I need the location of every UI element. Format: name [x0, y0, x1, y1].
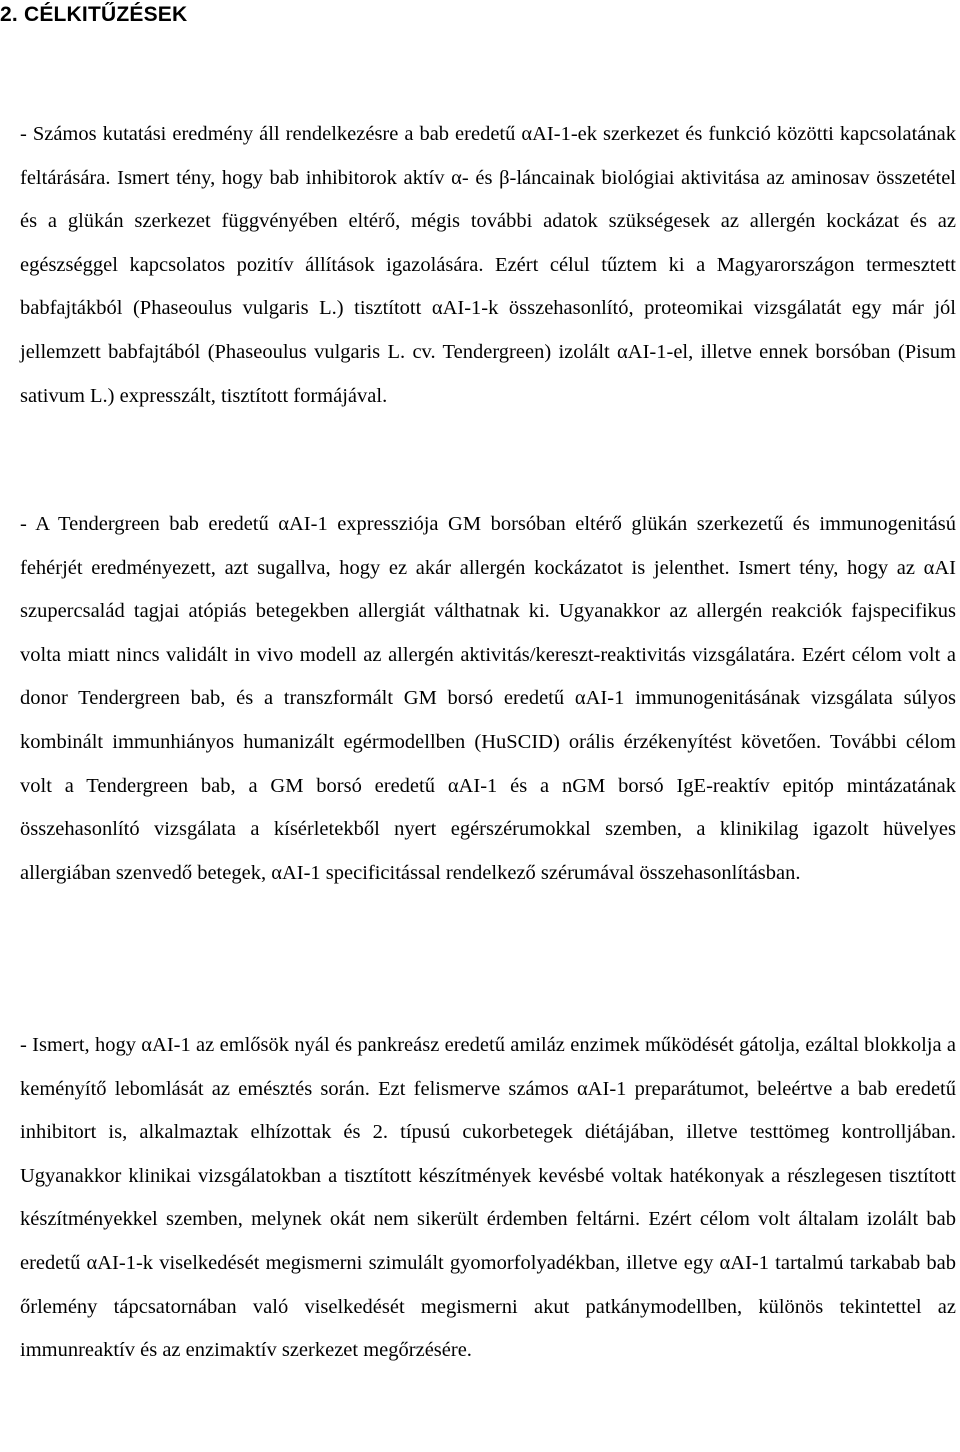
paragraph-2: - A Tendergreen bab eredetű αAI-1 expressziója GM borsóban eltérő glükán szerkezetű és immunogenitású fehérjét eredményezett, azt sugallva, hogy ez akár allergén kockázatot is jelenthet. Ismert tény, hogy az αAI szupercsalád tagjai atópiás betegekben allergiát válthatnak ki. Ugyanakkor az allergén reakciók fajspecifikus volta miatt nincs validált in vivo modell az allergén aktivitás/kereszt-reaktivitás vizsgálatára. Ezért célom volt a donor Tendergreen bab, és a transzformált GM borsó eredetű αAI-1 immunogenitásának vizsgálata súlyos kombinált immunhiányos humanizált egérmodellben (HuSCID) orális érzékenyítést követően. További célom volt a Tendergreen bab, a GM borsó eredetű αAI-1 és a nGM borsó IgE-reaktív epitóp mintázatának összehasonlító vizsgálata a kísérletekből nyert egérszérumokkal szemben, a klinikilag igazolt hüvelyes allergiában szenvedő betegek, αAI-1 specificitással rendelkező szérumával összehasonlításban.: [20, 513, 956, 884]
paragraph-1: - Számos kutatási eredmény áll rendelkezésre a bab eredetű αAI-1-ek szerkezet és funkció közötti kapcsolatának feltárására. Ismert tény, hogy bab inhibitorok aktív α- és β-láncainak biológiai aktivitása az aminosav összetétel és a glükán szerkezet függvényében eltérő, mégis további adatok szükségesek az allergén kockázat és az egészséggel kapcsolatos pozitív állítások igazolására. Ezért célul tűztem ki a Magyarországon termesztett babfajtákból (Phaseoulus vulgaris L.) tisztított αAI-1-k összehasonlító, proteomikai vizsgálatát egy már jól jellemzett babfajtából (Phaseoulus vulgaris L. cv. Tendergreen) izolált αAI-1-el, illetve ennek borsóban (Pisum sativum L.) expresszált, tisztított formájával.: [20, 123, 956, 407]
section-heading: 2. CÉLKITŰZÉSEK: [0, 3, 188, 26]
paragraph-3: - Ismert, hogy αAI-1 az emlősök nyál és pankreász eredetű amiláz enzimek működését gátolja, ezáltal blokkolja a keményítő lebomlását az emésztés során. Ezt felismerve számos αAI-1 preparátumot, beleértve a bab eredetű inhibitort is, alkalmaztak elhízottak és 2. típusú cukorbetegek diétájában, illetve testtömeg kontrolljában. Ugyanakkor klinikai vizsgálatokban a tisztított készítmények kevésbé voltak hatékonyak a részlegesen tisztított készítményekkel szemben, melynek okát nem sikerült érdemben feltárni. Ezért célom volt általam izolált bab eredetű αAI-1-k viselkedését megismerni szimulált gyomorfolyadékban, illetve egy αAI-1 tartalmú tarkabab bab őrlemény tápcsatornában való viselkedését megismerni akut patkánymodellben, különös tekintettel az immunreaktív és az enzimaktív szerkezet megőrzésére.: [20, 1034, 956, 1362]
